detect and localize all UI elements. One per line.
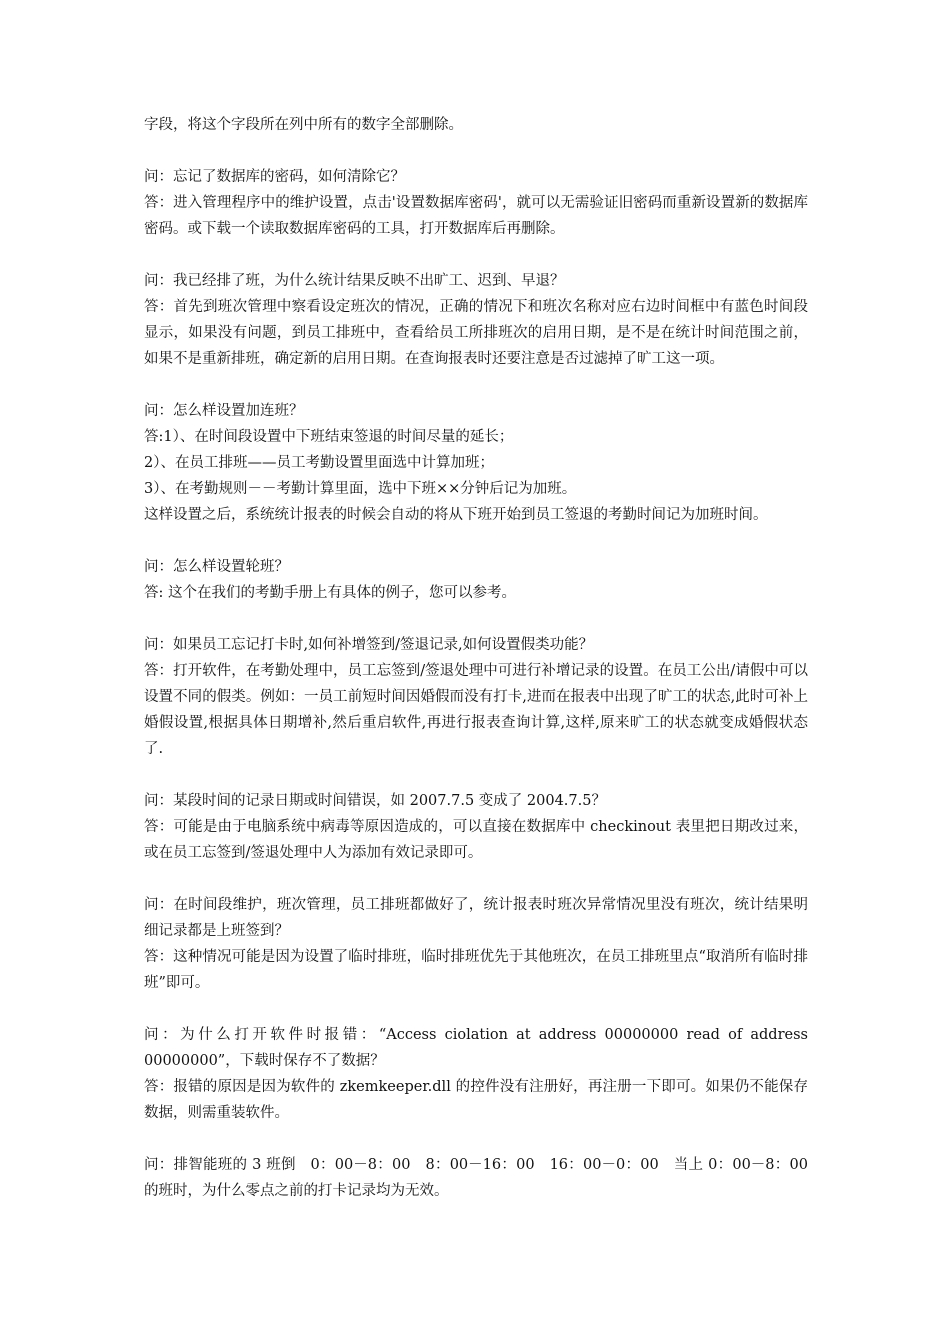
- answer-line: 2）、在员工排班——员工考勤设置里面选中计算加班；: [144, 455, 494, 471]
- qa-entry: [144, 164, 808, 242]
- question-line: 问：如果员工忘记打卡时,如何补增签到/签退记录,如何设置假类功能？: [144, 637, 594, 653]
- qa-entry: [144, 632, 808, 762]
- qa-entry: [144, 268, 808, 372]
- question-line: 问：我已经排了班，为什么统计结果反映不出旷工、迟到、早退？: [144, 273, 565, 289]
- question-line: 问：怎么样设置加连班？: [144, 403, 304, 419]
- question-line: 问：在时间段维护，班次管理，员工排班都做好了，统计报表时班次异常情况里没有班次，统计结果明细记录都是上班签到？: [144, 897, 808, 939]
- answer-line: 这样设置之后，系统统计报表的时候会自动的将从下班开始到员工签退的考勤时间记为加班时间。: [144, 507, 768, 523]
- qa-entry: [144, 788, 808, 866]
- answer-line: 答：可能是由于电脑系统中病毒等原因造成的，可以直接在数据库中 checkinout 表里把日期改过来，或在员工忘签到/签退处理中人为添加有效记录即可。: [144, 819, 808, 861]
- qa-entry: [144, 1022, 808, 1126]
- answer-line: 答:1）、在时间段设置中下班结束签退的时间尽量的延长；: [144, 429, 514, 445]
- answer-line: 答：这种情况可能是因为设置了临时排班，临时排班优先于其他班次，在员工排班里点“取消所有临时排班”即可。: [144, 949, 808, 991]
- qa-entry: [144, 398, 808, 528]
- answer-line: 答：首先到班次管理中察看设定班次的情况，正确的情况下和班次名称对应右边时间框中有蓝色时间段显示，如果没有问题，到员工排班中，查看给员工所排班次的启用日期，是不是在统计时间范围之前，如果不是重新排班，确定新的启用日期。在查询报表时还要注意是否过滤掉了旷工这一项。: [144, 299, 808, 367]
- answer-line: 答: 这个在我们的考勤手册上有具体的例子，您可以参考。: [144, 585, 516, 601]
- answer-line: 答：打开软件，在考勤处理中，员工忘签到/签退处理中可进行补增记录的设置。在员工公出/请假中可以设置不同的假类。例如：一员工前短时间因婚假而没有打卡,进而在报表中出现了旷工的状态,此时可补上婚假设置,根据具体日期增补,然后重启软件,再进行报表查询计算,这样,原来旷工的状态就变成婚假状态了.: [144, 663, 808, 757]
- document-page: [144, 112, 808, 1204]
- qa-entry: [144, 1152, 808, 1204]
- lead-paragraph: 字段，将这个字段所在列中所有的数字全部删除。: [144, 117, 463, 133]
- answer-line: 3）、在考勤规则－－考勤计算里面，选中下班××分钟后记为加班。: [144, 481, 577, 497]
- answer-line: 答：进入管理程序中的维护设置，点击'设置数据库密码'，就可以无需验证旧密码而重新设置新的数据库密码。或下载一个读取数据库密码的工具，打开数据库后再删除。: [144, 195, 808, 237]
- question-line: 问：排智能班的 3 班倒 0：00－8：00 8：00－16：00 16：00－0：00 当上 0：00－8：00 的班时，为什么零点之前的打卡记录均为无效。: [144, 1157, 808, 1199]
- question-line: 问：怎么样设置轮班？: [144, 559, 289, 575]
- answer-line: 答：报错的原因是因为软件的 zkemkeeper.dll 的控件没有注册好，再注册一下即可。如果仍不能保存数据，则需重装软件。: [144, 1079, 808, 1121]
- question-line: 问：某段时间的记录日期或时间错误，如 2007.7.5 变成了 2004.7.5？: [144, 793, 606, 809]
- qa-entry: [144, 892, 808, 996]
- qa-entry: [144, 554, 808, 606]
- question-line: 问：忘记了数据库的密码，如何清除它？: [144, 169, 405, 185]
- question-line: 问：为什么打开软件时报错：“Access ciolation at address 00000000 read of address 00000000”，下载时保存不了数据？: [144, 1027, 808, 1069]
